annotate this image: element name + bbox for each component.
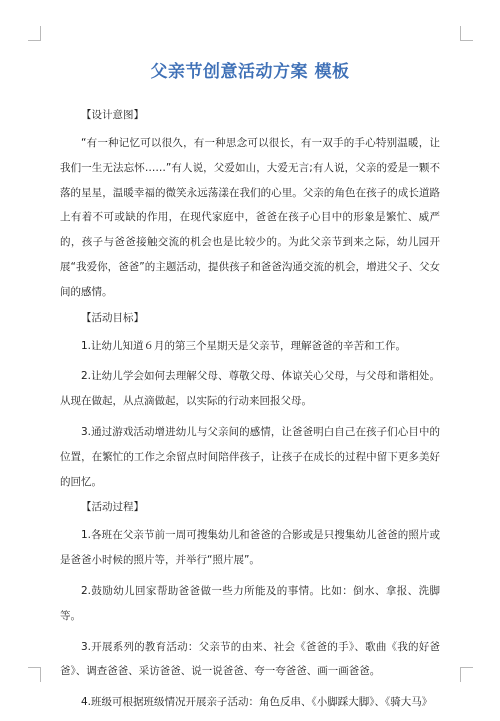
crop-mark-bottom-right (460, 667, 473, 682)
design-intent-paragraph: “有一种记忆可以很久，有一种思念可以很长，有一双手的手心特别温暖，让我们一生无法忘怀……”有人说，父爱如山，大爱无言;有人说，父亲的爱是一颗不落的星星，温暖幸福的微笑永远荡漾在我们的心里。父亲的角色在孩子的成长道路上有着不可或缺的作用，在现代家庭中，爸爸在孩子心目中的形象是繁忙、威严的，孩子与爸爸接触交流的机会也是比较少的。为此父亲节到来之际，幼儿园开展“我爱你，爸爸”的主题活动，提供孩子和爸爸沟通交流的机会，增进父子、父女间的感情。 (60, 137, 440, 298)
crop-mark-top-left (28, 26, 41, 41)
document-body (60, 60, 440, 721)
section-heading-process: 【活动过程】 (81, 501, 144, 514)
goal-item-2: 2.让幼儿学会如何去理解父母、尊敬父母、体谅关心父母，与父母和谐相处。从现在做起，从点滴做起，以实际的行动来回报父母。 (60, 370, 440, 408)
process-item-1: 1.各班在父亲节前一周可搜集幼儿和爸爸的合影或是只搜集幼儿爸爸的照片或是爸爸小时候的照片等，并举行“照片展”。 (60, 529, 440, 567)
crop-mark-bottom-left (28, 667, 41, 682)
process-item-3: 3.开展系列的教育活动：父亲节的由来、社会《爸爸的手》、歌曲《我的好爸爸》、调查爸爸、采访爸爸、说一说爸爸、夸一夸爸爸、画一画爸爸。 (60, 640, 440, 678)
process-item-2: 2.鼓励幼儿回家帮助爸爸做一些力所能及的事情。比如：倒水、拿报、洗脚等。 (60, 584, 440, 622)
goal-item-1: 1.让幼儿知道６月的第三个星期天是父亲节，理解爸爸的辛苦和工作。 (81, 339, 407, 352)
crop-mark-top-right (460, 26, 473, 41)
section-heading-goals: 【活动目标】 (81, 311, 144, 324)
goal-item-3: 3.通过游戏活动增进幼儿与父亲间的感情，让爸爸明白自己在孩子们心目中的位置，在繁忙的工作之余留点时间陪伴孩子，让孩子在成长的过程中留下更多美好的回忆。 (60, 425, 440, 488)
section-heading-design-intent: 【设计意图】 (81, 109, 144, 121)
process-item-4: 4.班级可根据班级情况开展亲子活动：角色反串、《小脚踩大脚》、《骑大马》 (81, 696, 433, 709)
document-title: 父亲节创意活动方案 模板 (150, 62, 350, 82)
